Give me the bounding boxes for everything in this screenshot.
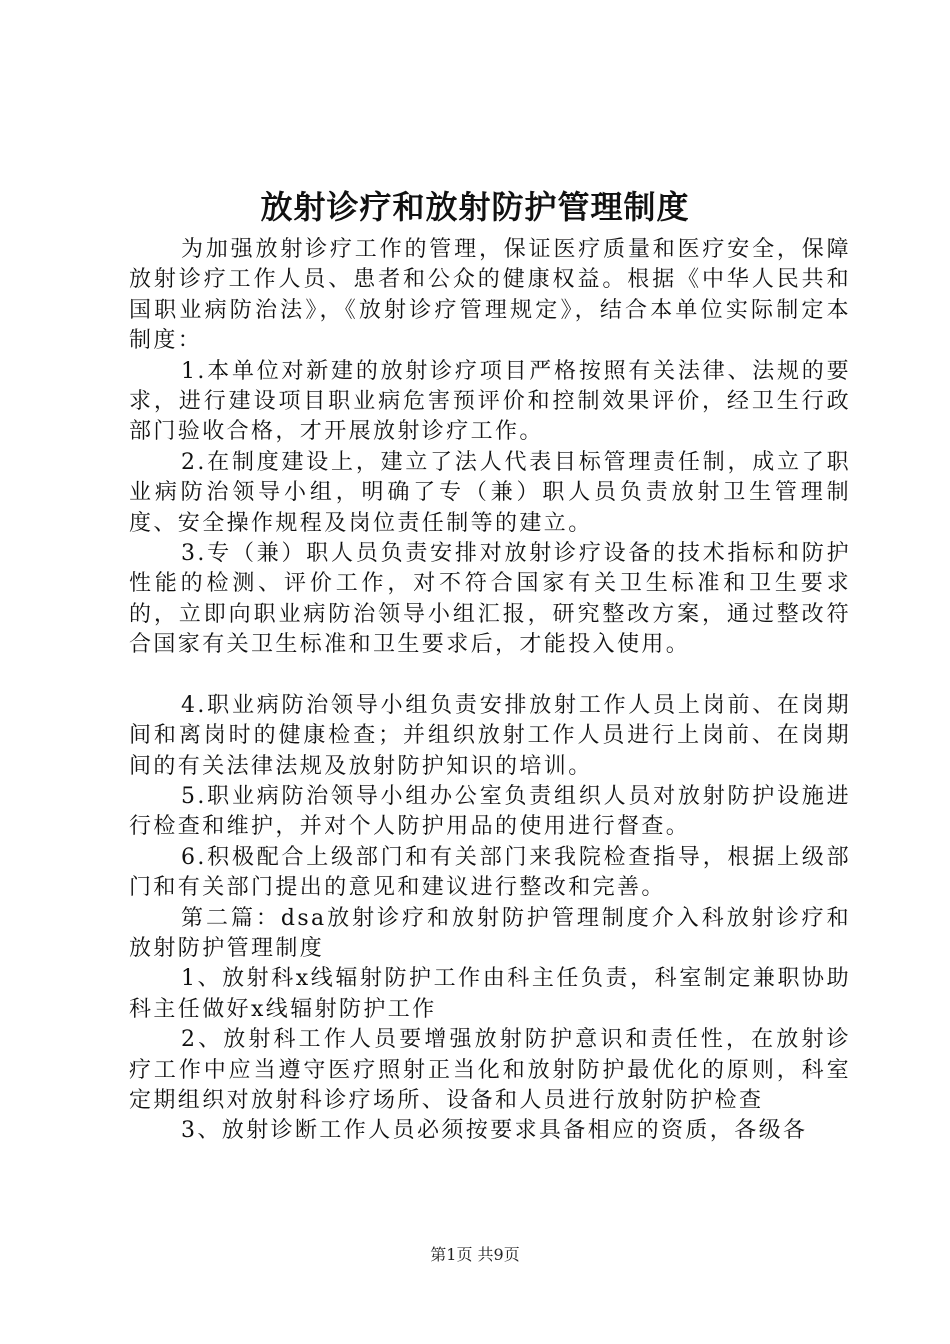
clause-6-paragraph: 6.积极配合上级部门和有关部门来我院检查指导，根据上级部门和有关部门提出的意见和建议进行整改和完善。 xyxy=(129,844,851,901)
document-body xyxy=(129,235,851,1147)
clause-4-paragraph: 4.职业病防治领导小组负责安排放射工作人员上岗前、在岗期间和离岗时的健康检查；并组织放射工作人员进行上岗前、在岗期间的有关法律法规及放射防护知识的培训。 xyxy=(129,692,851,779)
section-two-heading: 第二篇：dsa放射诊疗和放射防护管理制度介入科放射诊疗和放射防护管理制度 xyxy=(129,905,851,961)
document-title: 放射诊疗和放射防护管理制度 xyxy=(260,188,690,226)
section-two-item-3: 3、放射诊断工作人员必须按要求具备相应的资质，各级各 xyxy=(181,1118,808,1144)
page-number-footer: 第1页 共9页 xyxy=(430,1245,520,1264)
intro-paragraph: 为加强放射诊疗工作的管理，保证医疗质量和医疗安全，保障放射诊疗工作人员、患者和公众的健康权益。根据《中华人民共和国职业病防治法》，《放射诊疗管理规定》，结合本单位实际制定本制度： xyxy=(129,237,851,354)
clause-1-paragraph: 1.本单位对新建的放射诊疗项目严格按照有关法律、法规的要求，进行建设项目职业病危害预评价和控制效果评价，经卫生行政部门验收合格，才开展放射诊疗工作。 xyxy=(129,358,851,445)
clause-2-paragraph: 2.在制度建设上，建立了法人代表目标管理责任制，成立了职业病防治领导小组，明确了专（兼）职人员负责放射卫生管理制度、安全操作规程及岗位责任制等的建立。 xyxy=(129,449,851,536)
section-two-item-1: 1、放射科x线辐射防护工作由科主任负责，科室制定兼职协助科主任做好x线辐射防护工作 xyxy=(129,966,851,1022)
clause-5-paragraph: 5.职业病防治领导小组办公室负责组织人员对放射防护设施进行检查和维护，并对个人防护用品的使用进行督查。 xyxy=(129,783,851,840)
section-two-item-2: 2、放射科工作人员要增强放射防护意识和责任性，在放射诊疗工作中应当遵守医疗照射正当化和放射防护最优化的原则，科室定期组织对放射科诊疗场所、设备和人员进行放射防护检查 xyxy=(129,1027,851,1113)
clause-3-paragraph: 3.专（兼）职人员负责安排对放射诊疗设备的技术指标和防护性能的检测、评价工作，对不符合国家有关卫生标准和卫生要求的，立即向职业病防治领导小组汇报，研究整改方案，通过整改符合国家有关卫生标准和卫生要求后，才能投入使用。 xyxy=(129,541,851,658)
